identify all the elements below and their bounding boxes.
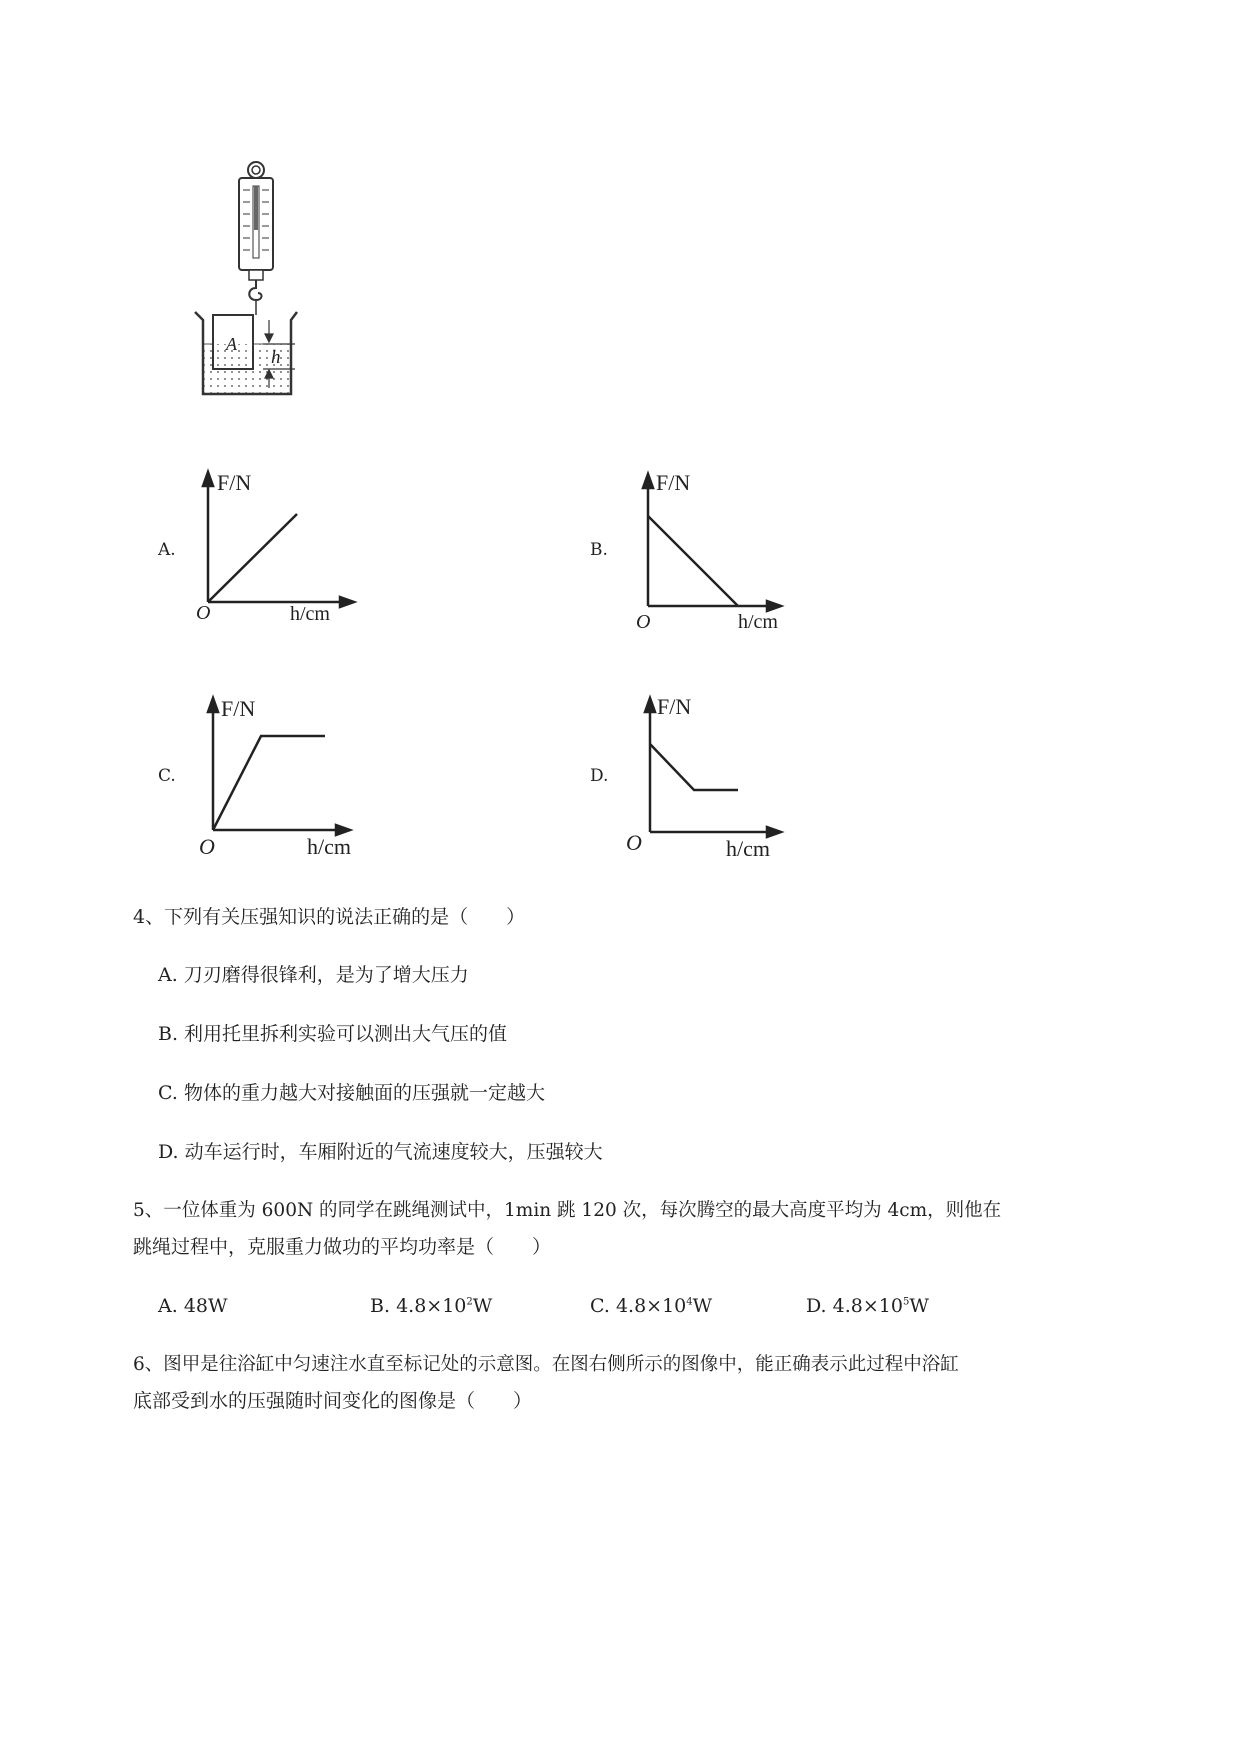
q5-stem-line1: 5、一位体重为 600N 的同学在跳绳测试中，1min 跳 120 次，每次腾空的最大高度平均为 4cm，则他在: [133, 1200, 1002, 1221]
option-unit: W: [692, 1295, 713, 1317]
option-letter: D.: [806, 1295, 827, 1317]
option-exponent: 4: [686, 1296, 693, 1308]
graph-option-d-letter: D.: [590, 766, 609, 786]
graph-option-a-letter: A.: [158, 540, 176, 560]
q5-stem-line2: 跳绳过程中，克服重力做功的平均功率是（ ）: [133, 1236, 552, 1258]
graph-option-b: [630, 462, 800, 642]
block-label: A: [226, 334, 237, 354]
option-value: 4.8×10: [832, 1295, 903, 1317]
origin-label: O: [199, 834, 215, 859]
y-axis-label: F/N: [217, 470, 252, 495]
q6-stem-line1: 6、图甲是往浴缸中匀速注水直至标记处的示意图。在图右侧所示的图像中，能正确表示此过程中浴缸: [133, 1354, 959, 1375]
graph-option-a: [190, 462, 360, 632]
graph-option-b-letter: B.: [590, 540, 608, 560]
option-value: 48W: [183, 1295, 228, 1317]
q4-option-d: D. 动车运行时，车厢附近的气流速度较大，压强较大: [158, 1141, 603, 1163]
option-exponent: 5: [902, 1296, 910, 1308]
graph-option-d: [626, 686, 800, 866]
q5-option-d: [806, 1297, 929, 1316]
option-unit: W: [472, 1295, 493, 1317]
origin-label: O: [196, 602, 211, 624]
origin-label: O: [636, 611, 651, 633]
q4-option-c: C. 物体的重力越大对接触面的压强就一定越大: [158, 1082, 545, 1104]
origin-label: O: [626, 830, 642, 855]
q5-option-b: [370, 1297, 492, 1316]
option-exponent: 2: [466, 1296, 473, 1308]
spring-scale-apparatus-figure: [195, 160, 345, 450]
x-axis-label: h/cm: [290, 603, 330, 625]
scale-hook: [249, 280, 261, 300]
graph-line: [648, 516, 738, 606]
graph-line: [213, 736, 325, 830]
q4-option-b: B. 利用托里拆利实验可以测出大气压的值: [158, 1023, 508, 1045]
option-letter: A.: [158, 1295, 178, 1317]
q5-option-a: [158, 1297, 228, 1316]
graph-option-c-letter: C.: [158, 766, 176, 786]
graph-option-c: [195, 688, 375, 868]
y-axis-label: F/N: [221, 696, 256, 721]
option-value: 4.8×10: [615, 1295, 687, 1317]
q4-option-a: A. 刀刃磨得很锋利，是为了增大压力: [158, 964, 469, 986]
depth-label: h: [271, 347, 281, 368]
x-axis-label: h/cm: [307, 834, 351, 859]
option-letter: B.: [370, 1295, 391, 1317]
option-value: 4.8×10: [396, 1295, 467, 1317]
x-axis-label: h/cm: [726, 836, 770, 861]
option-letter: C.: [590, 1295, 610, 1317]
q5-option-c: [590, 1297, 712, 1316]
y-axis-label: F/N: [657, 694, 692, 719]
scale-ring: [248, 162, 264, 178]
graph-line: [208, 514, 297, 602]
y-axis-label: F/N: [656, 470, 691, 495]
graph-line: [650, 744, 738, 790]
q4-stem: 4、下列有关压强知识的说法正确的是（ ）: [133, 906, 526, 928]
q6-stem-line2: 底部受到水的压强随时间变化的图像是（ ）: [133, 1390, 533, 1412]
option-unit: W: [909, 1295, 929, 1317]
x-axis-label: h/cm: [738, 611, 778, 633]
